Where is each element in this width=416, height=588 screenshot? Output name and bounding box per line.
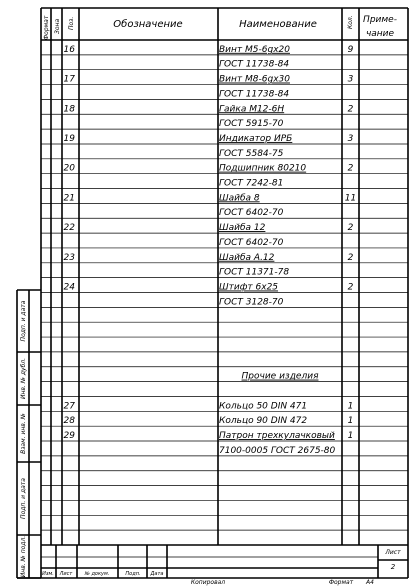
table-body (64, 45, 357, 456)
side-label: Взам. инв. № (20, 413, 27, 454)
row-qty: 2 (347, 163, 354, 174)
side-stamp-column (17, 290, 41, 578)
row-qty: 11 (344, 193, 357, 204)
header-pos: Поз. (68, 16, 75, 30)
row-name: Шайба А.12 (219, 252, 275, 263)
side-label: Инв. № дубл. (20, 357, 27, 400)
row-name: Кольцо 90 DIN 472 (219, 416, 308, 427)
row-pos: 29 (63, 431, 75, 442)
row-pos: 16 (63, 44, 75, 55)
row-pos: 19 (63, 133, 75, 144)
tb-sign: Подп. (125, 571, 141, 577)
row-name: Прочие изделия (241, 371, 319, 382)
header-designation: Обозначение (113, 19, 183, 30)
table-row (64, 193, 357, 203)
tb-izm: Изм. (42, 571, 54, 577)
table-row (219, 446, 336, 456)
table-grid (17, 8, 408, 578)
row-name: Винт М8-6gx30 (219, 74, 290, 85)
table-row (64, 104, 354, 114)
tb-date: Дата (150, 571, 164, 577)
table-row (64, 164, 354, 174)
row-qty: 3 (347, 133, 354, 144)
footer (191, 579, 374, 586)
table-row (64, 253, 354, 263)
table-row (64, 401, 354, 411)
row-qty: 1 (347, 401, 354, 412)
row-pos: 20 (63, 163, 75, 174)
row-name: Шайба 12 (219, 223, 266, 234)
row-qty: 1 (347, 431, 354, 442)
row-pos: 27 (63, 401, 75, 412)
footer-copied: Копировал (190, 579, 226, 586)
row-name: Патрон трехкулачковый (219, 431, 335, 442)
table-row (64, 45, 354, 55)
table-row (219, 119, 284, 129)
side-label: Подп. и дата (20, 478, 27, 519)
title-block-labels (42, 549, 401, 577)
row-pos: 17 (63, 74, 75, 85)
header-qty: Кол. (347, 15, 354, 29)
row-name: Индикатор ИРБ (219, 133, 293, 144)
footer-format-value: А4 (366, 579, 374, 586)
row-qty: 2 (347, 282, 354, 293)
row-qty: 2 (347, 104, 354, 115)
row-name: Винт М5-6gx20 (219, 44, 290, 55)
row-name: Кольцо 50 DIN 471 (219, 401, 308, 412)
footer-format-label: Формат (328, 579, 354, 586)
row-name: ГОСТ 7242-81 (219, 178, 284, 189)
table-row (64, 223, 354, 233)
row-name: ГОСТ 3128-70 (219, 297, 284, 308)
row-pos: 18 (63, 104, 75, 115)
row-name: 7100-0005 ГОСТ 2675-80 (219, 445, 336, 456)
row-name: ГОСТ 6402-70 (219, 237, 284, 248)
header-name: Наименование (239, 19, 317, 30)
row-name: ГОСТ 5915-70 (219, 119, 284, 130)
header-note-line2: чание (365, 29, 395, 39)
table-row (219, 297, 284, 307)
header-zone: Зона (54, 18, 61, 34)
tb-list: Лист (59, 571, 73, 577)
header-note-line1: Приме- (363, 15, 397, 25)
row-pos: 24 (63, 282, 75, 293)
table-header (43, 15, 397, 40)
table-row (219, 238, 284, 248)
table-row (219, 208, 284, 218)
table-row (64, 431, 354, 441)
row-name: ГОСТ 11371-78 (219, 267, 290, 278)
table-row (64, 416, 354, 426)
table-row (64, 283, 354, 293)
row-pos: 28 (63, 416, 75, 427)
tb-sheet-no: 2 (390, 563, 396, 571)
table-row (219, 268, 289, 278)
row-name: Подшипник 80210 (219, 163, 307, 174)
row-name: ГОСТ 5584-75 (219, 148, 284, 159)
row-qty: 1 (347, 416, 354, 427)
tb-doc-no: № докум. (84, 571, 110, 577)
row-name: ГОСТ 11738-84 (219, 89, 290, 100)
table-row (219, 60, 289, 70)
table-row (64, 75, 354, 85)
table-row (64, 134, 354, 144)
row-qty: 9 (347, 44, 354, 55)
row-pos: 21 (63, 193, 75, 204)
row-qty: 2 (347, 252, 354, 263)
row-name: Шайба 8 (219, 193, 260, 204)
row-name: Гайка М12-6Н (219, 104, 285, 115)
side-label: Подп. и дата (20, 300, 27, 342)
row-name: ГОСТ 11738-84 (219, 59, 290, 70)
tb-sheet-label: Лист (385, 549, 401, 556)
table-row (219, 179, 283, 189)
side-label: Инв. № подл. (20, 535, 27, 578)
row-name: ГОСТ 6402-70 (219, 208, 284, 219)
row-pos: 23 (63, 252, 75, 263)
table-row (219, 89, 289, 99)
table-row (242, 372, 320, 382)
row-pos: 22 (63, 223, 75, 234)
row-name: Штифт 6x25 (219, 282, 279, 293)
row-qty: 3 (347, 74, 354, 85)
header-format: Формат (43, 15, 50, 40)
table-row (219, 149, 284, 159)
row-qty: 2 (347, 223, 354, 234)
